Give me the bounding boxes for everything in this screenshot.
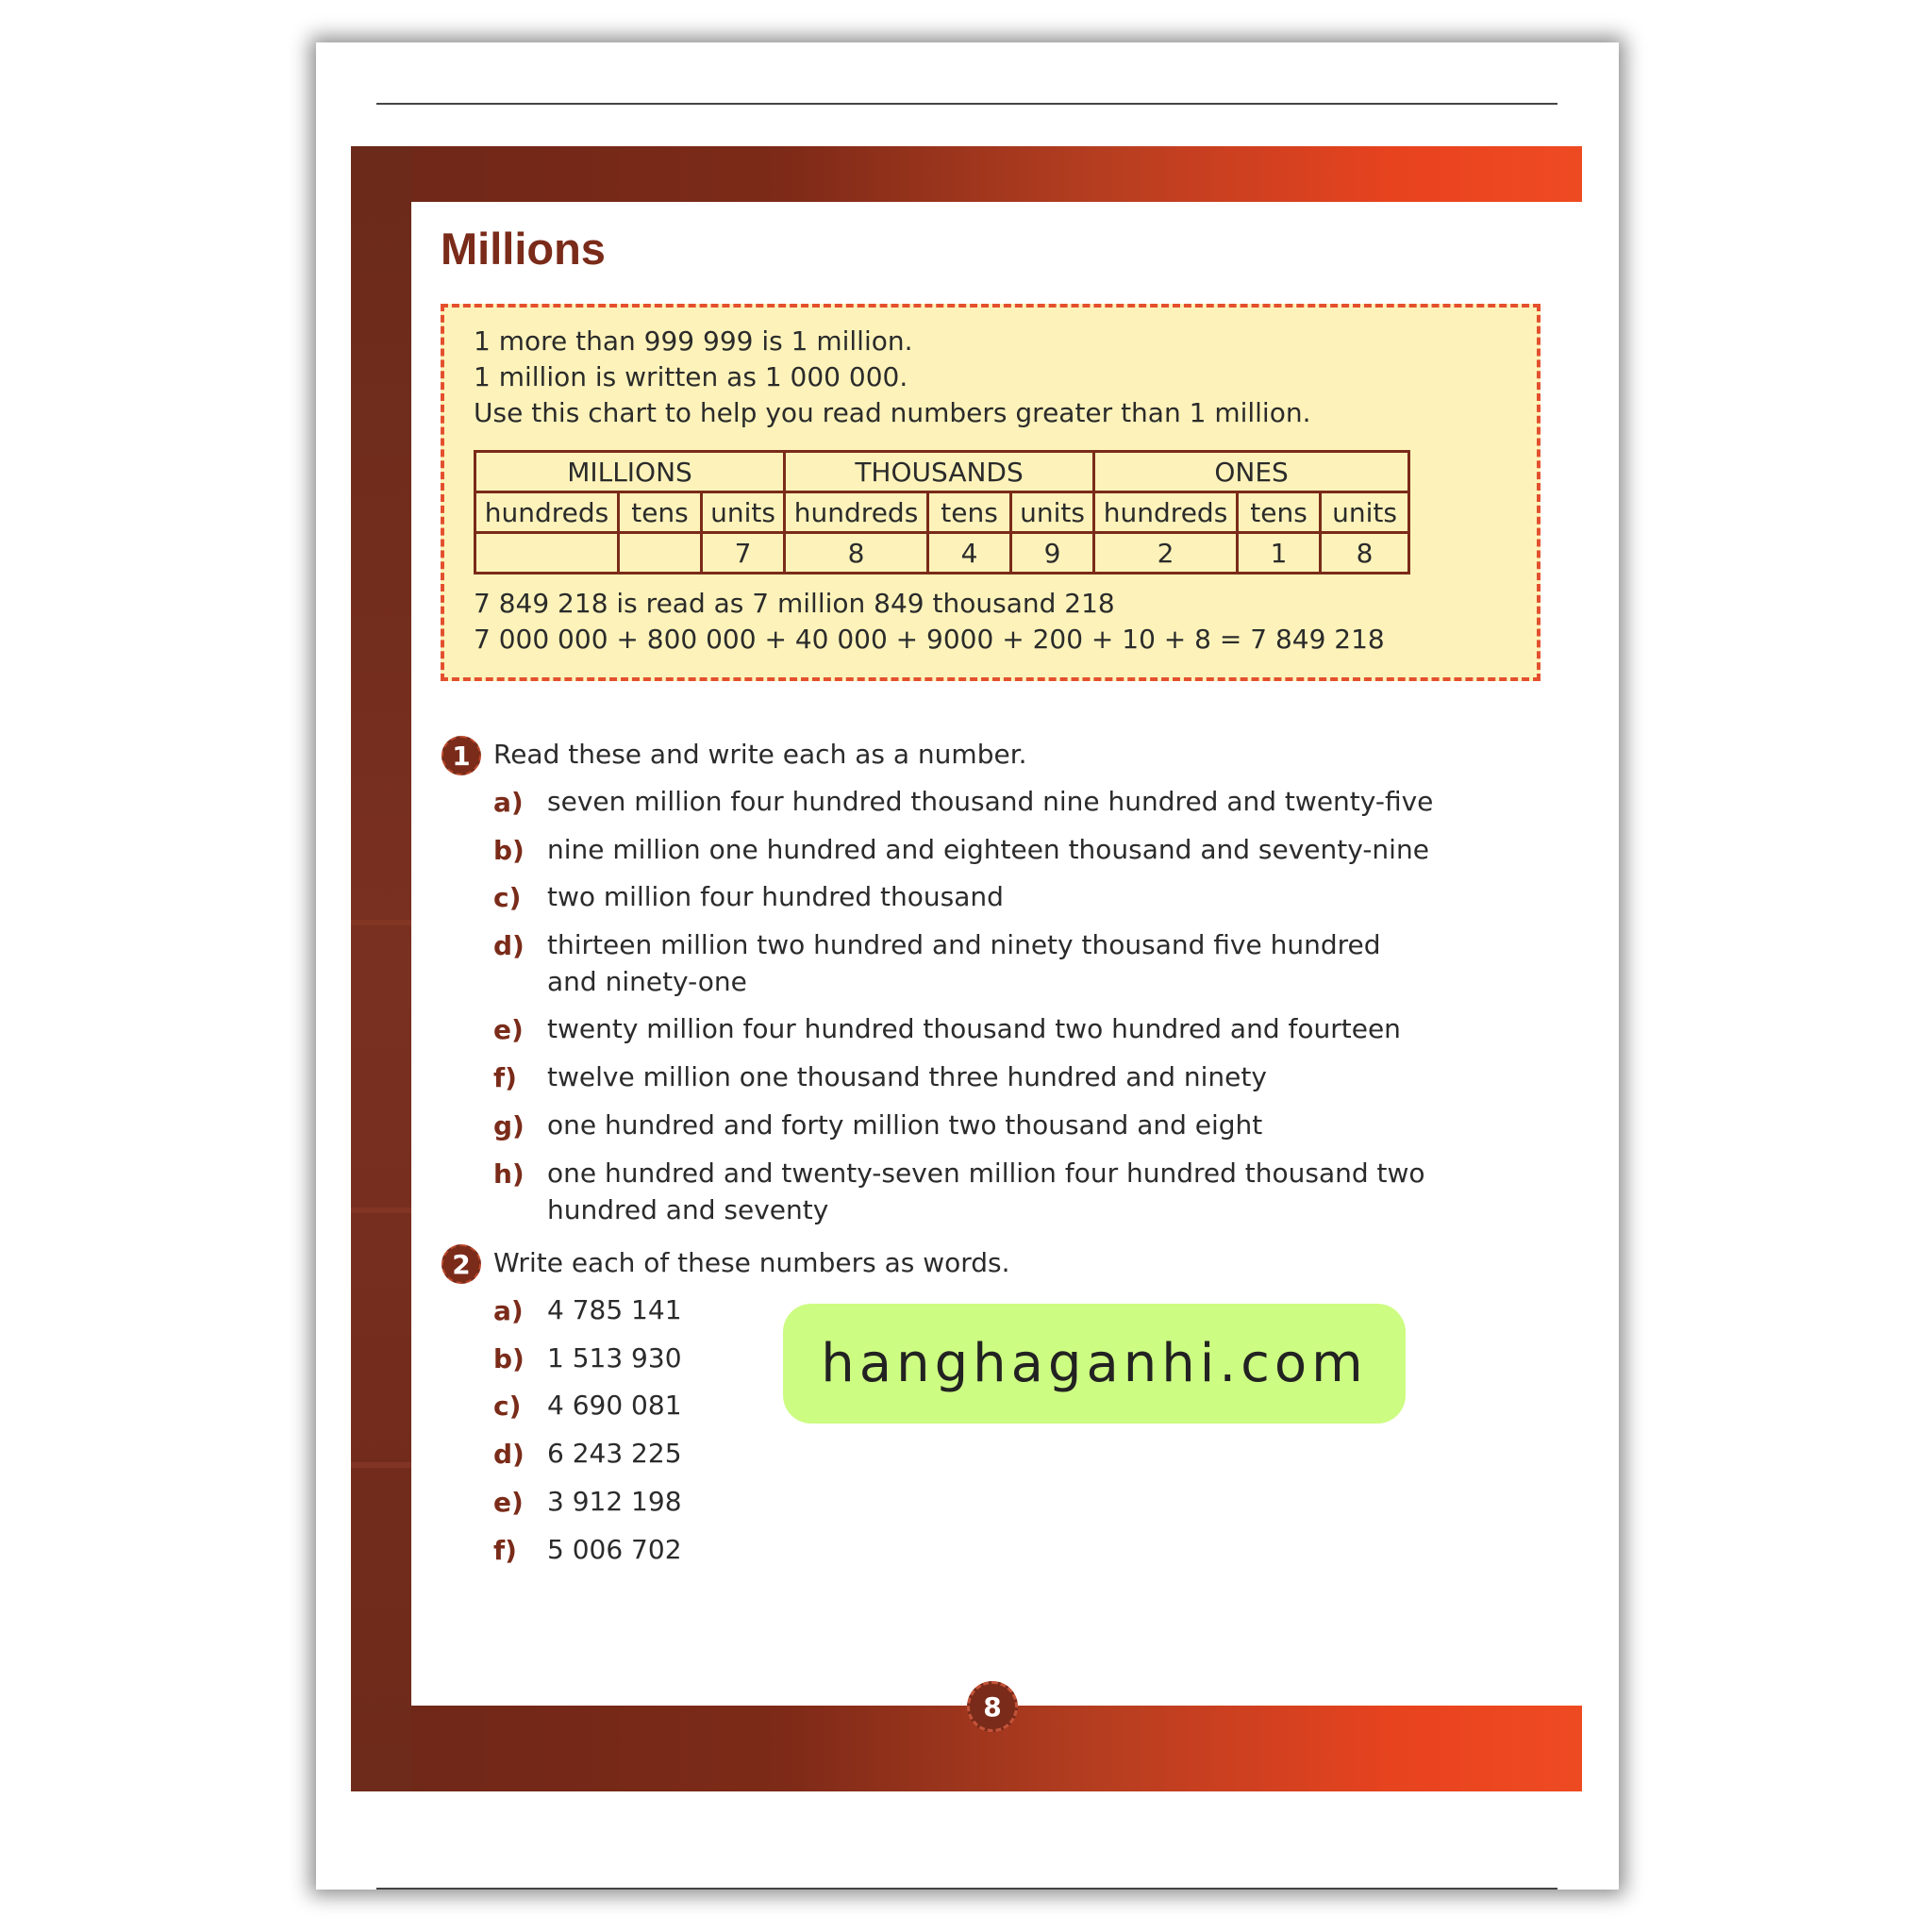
watermark-banner: hanghaganhi.com (783, 1304, 1406, 1424)
top-rule (376, 103, 1557, 105)
q1-item-text: seven million four hundred thousand nine hundred and twenty-five (547, 786, 1434, 817)
digit-cell: 8 (785, 533, 928, 574)
page-number-badge: 8 (967, 1681, 1018, 1732)
bottom-rule (376, 1888, 1557, 1890)
question-1-prompt: Read these and write each as a number. (493, 739, 1027, 770)
digit-cell: 7 (702, 533, 785, 574)
column-header: units (1321, 492, 1409, 533)
column-header: units (702, 492, 785, 533)
frame-tick (351, 920, 411, 925)
q1-item-text: twenty million four hundred thousand two hundred and fourteen (547, 1013, 1401, 1044)
group-header-ones: ONES (1094, 452, 1409, 492)
digit-cell: 4 (928, 533, 1011, 574)
column-header: tens (619, 492, 702, 533)
q1-item-text: two million four hundred thousand (547, 881, 1004, 912)
frame-tick (351, 1208, 411, 1213)
page-frame-left-band (351, 146, 411, 1791)
q1-item-text: thirteen million two hundred and ninety thousand five hundred and ninety-one (547, 929, 1381, 997)
q2-item-label: f) (493, 1535, 517, 1566)
q2-item-label: b) (493, 1343, 525, 1374)
chart-group-row (475, 452, 1409, 492)
q2-item-label: e) (493, 1487, 524, 1518)
q1-item-text: twelve million one thousand three hundred and ninety (547, 1061, 1267, 1092)
frame-tick (351, 1462, 411, 1468)
q1-item-label: h) (493, 1158, 525, 1190)
q1-item-label: e) (493, 1014, 524, 1045)
digit-cell (475, 533, 619, 574)
digit-cell: 8 (1321, 533, 1409, 574)
q2-item-label: d) (493, 1439, 525, 1470)
q1-item-label: g) (493, 1110, 525, 1141)
place-value-chart (474, 450, 1410, 575)
q2-item-number: 3 912 198 (547, 1486, 682, 1517)
digit-cell: 2 (1094, 533, 1238, 574)
column-header: tens (1238, 492, 1321, 533)
example-sum: 7 000 000 + 800 000 + 40 000 + 9000 + 200 + 10 + 8 = 7 849 218 (474, 624, 1385, 655)
group-header-millions: MILLIONS (475, 452, 785, 492)
q2-item-number: 4 690 081 (547, 1390, 682, 1421)
column-header: hundreds (475, 492, 619, 533)
question-2-prompt: Write each of these numbers as words. (493, 1247, 1010, 1278)
digit-cell: 1 (1238, 533, 1321, 574)
q2-item-label: a) (493, 1295, 524, 1326)
info-line-3: Use this chart to help you read numbers greater than 1 million. (474, 397, 1311, 428)
q1-item-label: c) (493, 882, 522, 913)
column-header: tens (928, 492, 1011, 533)
q2-item-label: c) (493, 1391, 522, 1422)
q2-item-number: 5 006 702 (547, 1534, 682, 1565)
column-header: units (1011, 492, 1094, 533)
q1-item-text: one hundred and forty million two thousand and eight (547, 1109, 1263, 1141)
q1-item-label: d) (493, 930, 525, 961)
q1-item-label: a) (493, 787, 524, 818)
chart-column-row (475, 492, 1409, 533)
q1-item-text: nine million one hundred and eighteen thousand and seventy-nine (547, 834, 1429, 865)
example-read: 7 849 218 is read as 7 million 849 thousand 218 (474, 588, 1115, 619)
page-title: Millions (441, 224, 606, 274)
chart-digit-row (475, 533, 1409, 574)
question-2-badge: 2 (441, 1244, 481, 1284)
q2-item-number: 1 513 930 (547, 1342, 682, 1374)
group-header-thousands: THOUSANDS (785, 452, 1094, 492)
q2-item-number: 6 243 225 (547, 1438, 682, 1469)
digit-cell: 9 (1011, 533, 1094, 574)
column-header: hundreds (785, 492, 928, 533)
question-1-badge: 1 (441, 736, 481, 775)
q2-item-number: 4 785 141 (547, 1294, 682, 1325)
info-line-1: 1 more than 999 999 is 1 million. (474, 325, 913, 357)
q1-item-text: one hundred and twenty-seven million four hundred thousand two hundred and seventy (547, 1158, 1425, 1225)
digit-cell (619, 533, 702, 574)
column-header: hundreds (1094, 492, 1238, 533)
q1-item-label: f) (493, 1062, 517, 1093)
info-line-2: 1 million is written as 1 000 000. (474, 361, 908, 392)
q1-item-label: b) (493, 835, 525, 866)
